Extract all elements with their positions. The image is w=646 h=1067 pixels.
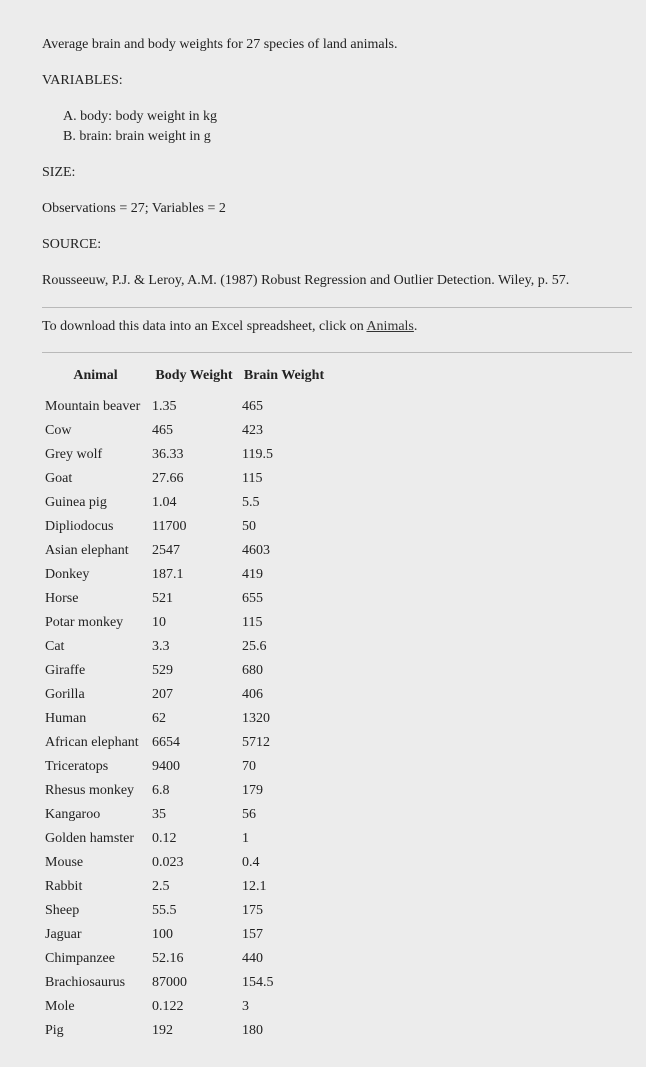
cell-brain-weight: 180 [242, 1023, 263, 1038]
cell-animal: Cat [45, 639, 65, 654]
cell-body-weight: 3.3 [152, 639, 170, 654]
table-row [42, 491, 329, 515]
cell-body-weight: 10 [152, 615, 166, 630]
cell-body-weight: 2.5 [152, 879, 170, 894]
cell-brain-weight: 179 [242, 783, 263, 798]
cell-animal: Pig [45, 1023, 64, 1038]
cell-animal: Mountain beaver [45, 399, 141, 414]
cell-body-weight: 1.04 [152, 495, 177, 510]
cell-body-weight: 52.16 [152, 951, 184, 966]
cell-body-weight: 1.35 [152, 399, 177, 414]
download-suffix: . [413, 319, 418, 334]
cell-animal: Triceratops [45, 759, 109, 774]
cell-animal: Dipliodocus [45, 519, 114, 534]
table-row [42, 803, 329, 827]
table-row [42, 779, 329, 803]
table-row [42, 707, 329, 731]
source-heading: SOURCE: [42, 237, 102, 252]
cell-animal: Goat [45, 471, 73, 486]
divider-bottom [42, 352, 632, 353]
cell-animal: Horse [45, 591, 79, 606]
cell-body-weight: 100 [152, 927, 173, 942]
divider-top [42, 307, 632, 308]
cell-body-weight: 0.122 [152, 999, 184, 1014]
cell-body-weight: 9400 [152, 759, 180, 774]
cell-animal: Rhesus monkey [45, 783, 135, 798]
table-row [42, 947, 329, 971]
cell-animal: Brachiosaurus [45, 975, 126, 990]
cell-animal: Potar monkey [45, 615, 124, 630]
variable-item-body: A. body: body weight in kg [63, 109, 217, 124]
cell-brain-weight: 115 [242, 615, 263, 630]
table-row [42, 755, 329, 779]
table-row [42, 875, 329, 899]
cell-animal: Human [45, 711, 87, 726]
table-row [42, 683, 329, 707]
cell-animal: Cow [45, 423, 72, 438]
table-row [42, 899, 329, 923]
table-row [42, 611, 329, 635]
size-heading: SIZE: [42, 165, 76, 180]
cell-animal: Mole [45, 999, 75, 1014]
cell-animal: Jaguar [45, 927, 82, 942]
size-text: Observations = 27; Variables = 2 [42, 201, 226, 216]
cell-body-weight: 87000 [152, 975, 187, 990]
table-row [42, 443, 329, 467]
cell-body-weight: 36.33 [152, 447, 184, 462]
table-row [42, 563, 329, 587]
cell-body-weight: 0.12 [152, 831, 177, 846]
cell-animal: Donkey [45, 567, 90, 582]
cell-brain-weight: 3 [242, 999, 249, 1014]
cell-body-weight: 6654 [152, 735, 180, 750]
cell-body-weight: 187.1 [152, 567, 184, 582]
cell-brain-weight: 5.5 [242, 495, 260, 510]
cell-body-weight: 2547 [152, 543, 180, 558]
cell-brain-weight: 25.6 [242, 639, 267, 654]
cell-brain-weight: 154.5 [242, 975, 274, 990]
cell-brain-weight: 50 [242, 519, 256, 534]
cell-brain-weight: 12.1 [242, 879, 267, 894]
variables-heading: VARIABLES: [42, 73, 123, 88]
cell-body-weight: 27.66 [152, 471, 184, 486]
cell-body-weight: 529 [152, 663, 173, 678]
table-row [42, 587, 329, 611]
table-row [42, 659, 329, 683]
cell-brain-weight: 440 [242, 951, 263, 966]
cell-brain-weight: 1320 [242, 711, 270, 726]
cell-animal: Asian elephant [45, 543, 129, 558]
cell-animal: African elephant [45, 735, 139, 750]
table-row [42, 731, 329, 755]
table-row [42, 923, 329, 947]
cell-animal: Kangaroo [45, 807, 101, 822]
table-body [42, 389, 329, 1043]
cell-body-weight: 521 [152, 591, 173, 606]
cell-brain-weight: 465 [242, 399, 263, 414]
header-animal: Animal [73, 368, 118, 383]
cell-brain-weight: 157 [242, 927, 263, 942]
cell-animal: Chimpanzee [45, 951, 115, 966]
table-row [42, 995, 329, 1019]
table-row [42, 539, 329, 563]
table-row [42, 971, 329, 995]
cell-brain-weight: 5712 [242, 735, 270, 750]
cell-brain-weight: 423 [242, 423, 263, 438]
cell-body-weight: 35 [152, 807, 166, 822]
cell-brain-weight: 419 [242, 567, 263, 582]
cell-brain-weight: 406 [242, 687, 263, 702]
cell-brain-weight: 115 [242, 471, 263, 486]
cell-animal: Gorilla [45, 687, 85, 702]
cell-animal: Giraffe [45, 663, 86, 678]
source-citation: Rousseeuw, P.J. & Leroy, A.M. (1987) Robust Regression and Outlier Detection. Wiley, p. 57. [42, 273, 570, 288]
cell-body-weight: 0.023 [152, 855, 184, 870]
cell-body-weight: 62 [152, 711, 166, 726]
table-row [42, 467, 329, 491]
cell-body-weight: 207 [152, 687, 173, 702]
cell-brain-weight: 175 [242, 903, 263, 918]
download-prefix: To download this data into an Excel spreadsheet, click on [42, 319, 367, 334]
header-body-weight: Body Weight [155, 368, 233, 383]
cell-animal: Mouse [45, 855, 84, 870]
dataset-description: Average brain and body weights for 27 species of land animals. [42, 37, 398, 52]
cell-animal: Sheep [45, 903, 80, 918]
table-row [42, 395, 329, 419]
cell-animal: Golden hamster [45, 831, 135, 846]
animals-table [42, 363, 329, 1043]
download-instructions [42, 318, 417, 336]
table-row [42, 419, 329, 443]
table-header-row [42, 363, 329, 389]
cell-brain-weight: 119.5 [242, 447, 273, 462]
cell-body-weight: 192 [152, 1023, 173, 1038]
cell-body-weight: 11700 [152, 519, 187, 534]
cell-body-weight: 465 [152, 423, 173, 438]
cell-brain-weight: 56 [242, 807, 256, 822]
cell-brain-weight: 0.4 [242, 855, 260, 870]
table-row [42, 635, 329, 659]
cell-body-weight: 6.8 [152, 783, 170, 798]
cell-brain-weight: 4603 [242, 543, 270, 558]
table-row [42, 1019, 329, 1043]
variable-item-brain: B. brain: brain weight in g [63, 129, 211, 144]
table-row [42, 827, 329, 851]
table-row [42, 515, 329, 539]
cell-brain-weight: 680 [242, 663, 263, 678]
cell-body-weight: 55.5 [152, 903, 177, 918]
cell-animal: Rabbit [45, 879, 83, 894]
cell-brain-weight: 655 [242, 591, 263, 606]
cell-brain-weight: 70 [242, 759, 256, 774]
cell-animal: Guinea pig [45, 495, 107, 510]
cell-brain-weight: 1 [242, 831, 249, 846]
animals-download-link[interactable]: Animals [366, 319, 414, 334]
header-brain-weight: Brain Weight [243, 368, 325, 383]
table-row [42, 851, 329, 875]
cell-animal: Grey wolf [45, 447, 103, 462]
